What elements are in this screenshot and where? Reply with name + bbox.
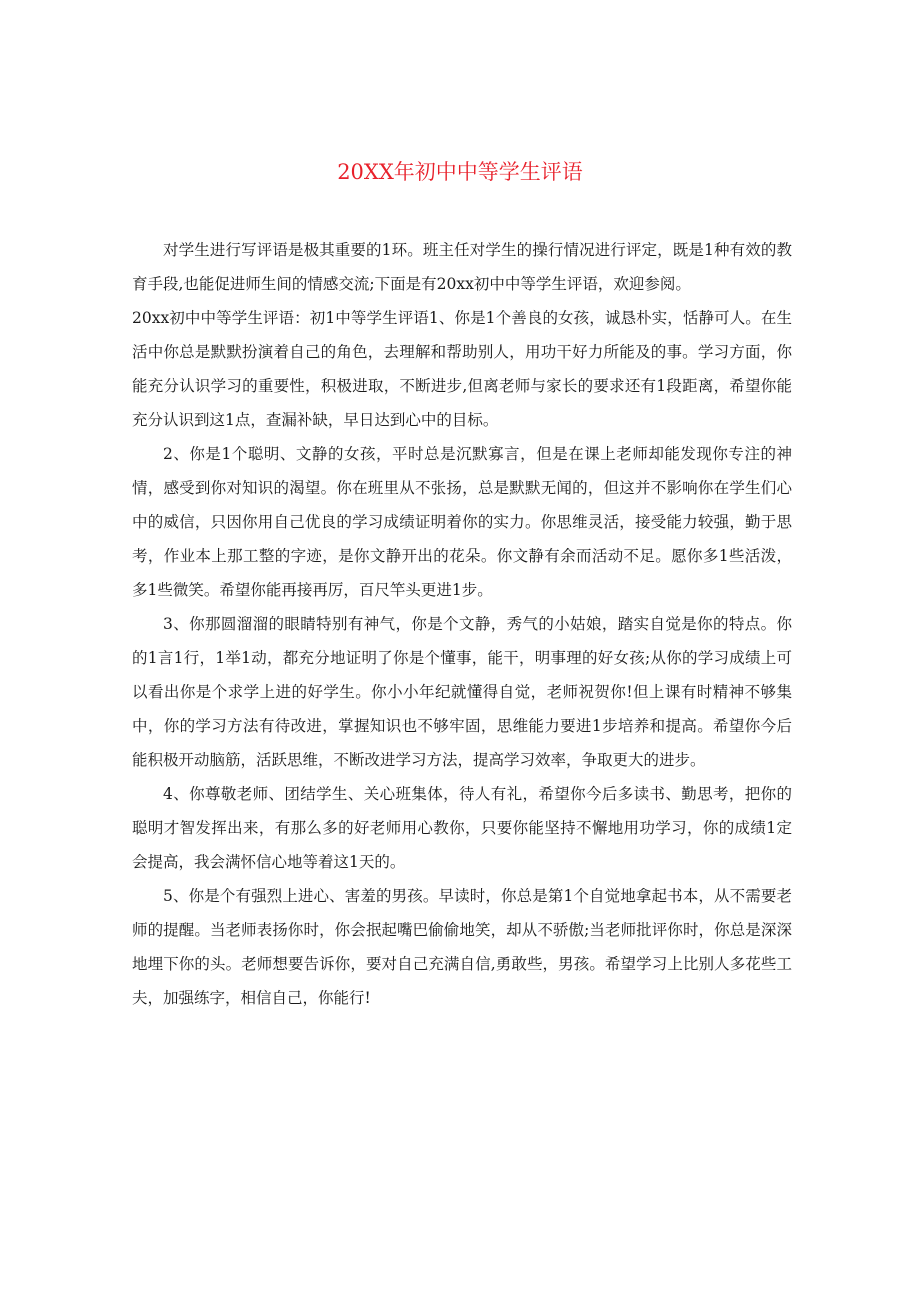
comment-paragraph-4: 4、你尊敬老师、团结学生、关心班集体，待人有礼，希望你今后多读书、勤思考，把你的聪明才智发挥出来，有那么多的好老师用心教你，只要你能坚持不懈地用功学习，你的成绩1定会提高，我会满怀信心地等着这1天的。 (132, 785, 792, 871)
document-title: 20XX年初中中等学生评语 (337, 160, 583, 184)
comment-paragraph-5: 5、你是个有强烈上进心、害羞的男孩。早读时，你总是第1个自觉地拿起书本，从不需要老师的提醒。当老师表扬你时，你会抿起嘴巴偷偷地笑，却从不骄傲;当老师批评你时，你总是深深地埋下你的头。老师想要告诉你，要对自己充满自信,勇敢些，男孩。希望学习上比别人多花些工夫，加强练字，相信自己，你能行! (132, 887, 792, 1007)
intro-paragraph: 对学生进行写评语是极其重要的1环。班主任对学生的操行情况进行评定，既是1种有效的教育手段,也能促进师生间的情感交流;下面是有20xx初中中等学生评语，欢迎参阅。 (132, 241, 792, 293)
comment-paragraph-1: 20xx初中中等学生评语：初1中等学生评语1、你是1个善良的女孩，诚恳朴实，恬静可人。在生活中你总是默默扮演着自己的角色，去理解和帮助别人，用功干好力所能及的事。学习方面，你能充分认识学习的重要性，积极进取，不断进步,但离老师与家长的要求还有1段距离，希望你能充分认识到这1点，查漏补缺，早日达到心中的目标。 (132, 309, 792, 429)
comment-paragraph-2: 2、你是1个聪明、文静的女孩，平时总是沉默寡言，但是在课上老师却能发现你专注的神情，感受到你对知识的渴望。你在班里从不张扬，总是默默无闻的，但这并不影响你在学生们心中的威信，只因你用自己优良的学习成绩证明着你的实力。你思维灵活，接受能力较强，勤于思考，作业本上那工整的字迹，是你文静开出的花朵。你文静有余而活动不足。愿你多1些活泼，多1些微笑。希望你能再接再厉，百尺竿头更进1步。 (132, 445, 792, 599)
document-body (132, 233, 792, 1015)
comment-paragraph-3: 3、你那圆溜溜的眼睛特别有神气，你是个文静，秀气的小姑娘，踏实自觉是你的特点。你的1言1行，1举1动，都充分地证明了你是个懂事，能干，明事理的好女孩;从你的学习成绩上可以看出你是个求学上进的好学生。你小小年纪就懂得自觉，老师祝贺你!但上课有时精神不够集中，你的学习方法有待改进，掌握知识也不够牢固，思维能力要进1步培养和提高。希望你今后能积极开动脑筋，活跃思维，不断改进学习方法，提高学习效率，争取更大的进步。 (132, 615, 792, 769)
